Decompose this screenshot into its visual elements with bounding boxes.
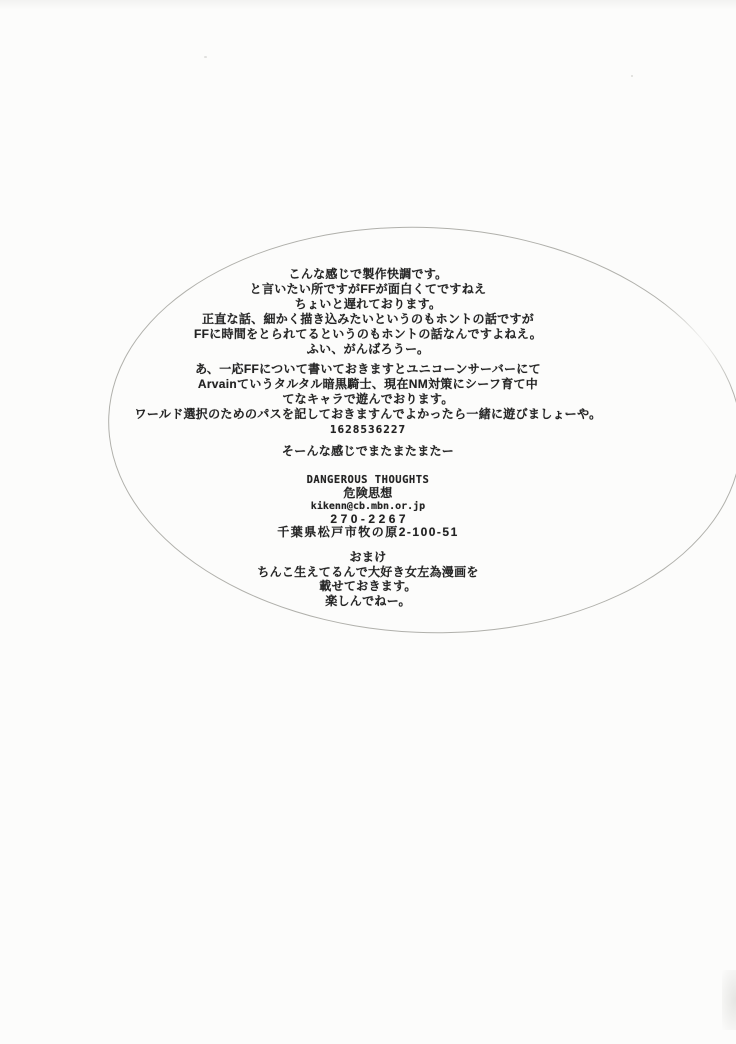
postal-address: 千葉県松戸市牧の原2-100-51 [277, 525, 459, 539]
text-line: 楽しんでねー。 [325, 593, 411, 608]
circle-name-en: DANGEROUS THOUGHTS [306, 474, 430, 486]
text-line: そーんな感じでまたまたまたー [281, 444, 455, 458]
scan-speck [631, 75, 633, 77]
text-line: おまけ [349, 550, 387, 564]
text-line: Arvainていうタルタル暗黒騎士、現在NM対策にシーフ育て中 [197, 377, 539, 391]
paragraph-production-status [0, 267, 736, 357]
scan-corner-shade [722, 970, 736, 1030]
text-line: と言いたい所ですがFFが面白くてですねえ [249, 282, 487, 296]
world-pass-number: 1628536227 [329, 423, 407, 436]
circle-name-jp: 危険思想 [343, 486, 393, 500]
text-line: 正直な話、細かく描き込みたいというのもホントの話ですが [201, 312, 535, 326]
text-line: ちんこ生えてるんで大好き女左為漫画を [257, 564, 479, 579]
text-line: FFに時間をとられてるというのもホントの話なんですよねえ。 [193, 327, 543, 341]
text-line: ワールド選択のためのパスを記しておきますんでよかったら一緒に遊びましょーや。 [134, 407, 602, 421]
text-line: てなキャラで遊んでおります。 [282, 392, 454, 406]
text-line: ちょいと遅れております。 [294, 297, 442, 311]
paragraph-ff-online-info [0, 362, 736, 437]
paragraph-omake-note [0, 550, 736, 608]
text-line: 載せておきます。 [319, 579, 417, 593]
email-address: kikenn@cb.mbn.or.jp [310, 501, 426, 512]
paragraph-signoff [0, 444, 736, 459]
text-line: あ、一応FFについて書いておきますとユニコーンサーバーにて [195, 362, 541, 376]
scan-speck [204, 56, 207, 58]
scanner-edge-shade [0, 0, 736, 10]
paragraph-circle-contact [0, 474, 736, 539]
text-line: こんな感じで製作快調です。 [288, 267, 448, 281]
text-line: ふい、がんばろうー。 [306, 342, 430, 356]
postal-code: 270-2267 [330, 512, 410, 526]
